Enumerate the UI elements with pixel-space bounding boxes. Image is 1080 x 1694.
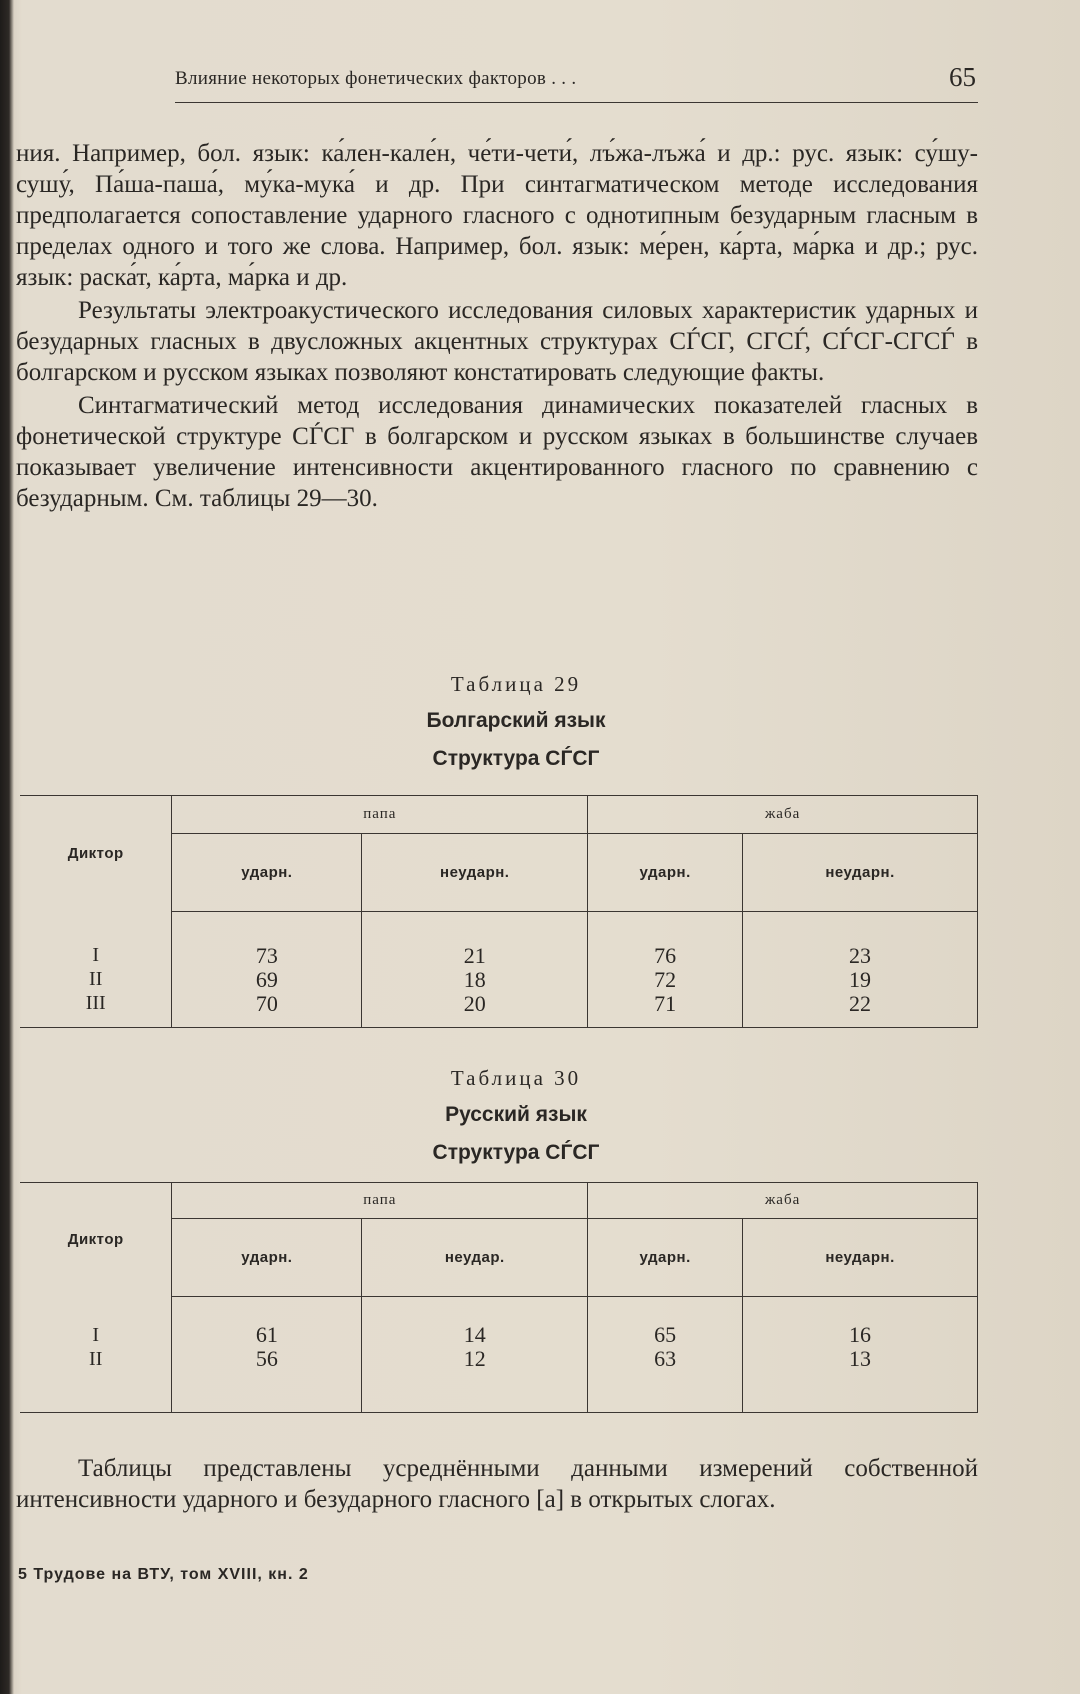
table30-speaker: II — [89, 1347, 103, 1370]
table30-sub3: ударн. — [588, 1219, 743, 1297]
table30 — [20, 1182, 978, 1413]
body-text-bottom — [16, 1453, 978, 1515]
table29-speakers-cell — [20, 912, 172, 1028]
table29-value: 19 — [849, 966, 872, 992]
table29-value: 20 — [463, 990, 486, 1016]
table29-sub2: неударн. — [362, 834, 588, 912]
table30-col2 — [362, 1297, 588, 1413]
binding-edge — [0, 0, 14, 1694]
table29-value: 21 — [463, 942, 486, 968]
table30-speaker: I — [92, 1323, 100, 1346]
table29-sub3: ударн. — [588, 834, 743, 912]
table29-caption — [16, 672, 1016, 771]
table30-value: 16 — [849, 1322, 872, 1347]
table29-sub4: неударн. — [743, 834, 978, 912]
table29-speaker-header: Диктор — [20, 796, 172, 912]
table30-sub1: ударн. — [172, 1219, 362, 1297]
table30-col3 — [588, 1297, 743, 1413]
table29-structure: Структура СЃСГ — [432, 747, 600, 770]
footer-signature: 5 Трудове на ВТУ, том XVIII, кн. 2 — [18, 1566, 309, 1583]
table29-value: 23 — [849, 942, 872, 968]
body-text-top — [16, 138, 978, 514]
table29-col2 — [362, 912, 588, 1028]
table29-label: Таблица 29 — [450, 672, 582, 696]
table30-caption — [16, 1066, 1016, 1165]
table30-value: 14 — [463, 1322, 486, 1347]
table30-word2: жаба — [588, 1183, 978, 1219]
paragraph-2: Результаты электроакустического исследования силовых характеристик ударных и безударных гласных в двусложных акцентных структурах СЃСГ, СГСЃ, СЃСГ-СГСЃ в болгарском и русском языках позволяют констатировать следующие факты. — [16, 297, 978, 386]
table29-speaker: I — [92, 944, 100, 967]
table30-col4 — [743, 1297, 978, 1413]
table29-word2: жаба — [588, 796, 978, 834]
table30-value: 56 — [255, 1346, 278, 1371]
table29-value: 69 — [255, 966, 278, 992]
table30-value: 61 — [255, 1322, 278, 1347]
paragraph-1: ния. Например, бол. язык: ка́лен-кале́н, че́ти-чети́, лъ́жа-лъжа́ и др.: рус. язык: су́шу-сушу́, Па́ша-паша́, му́ка-мука́ и др. При синтагматическом методе исследования предполагается сопоставление ударного гласного с однотипным безударным гласным в пределах одного и того же слова. Например, бол. язык: ме́рен, ка́рта, ма́рка и др.; рус. язык: раска́т, ка́рта, ма́рка и др. — [16, 140, 978, 291]
table29 — [20, 795, 978, 1028]
table29-sub1: ударн. — [172, 834, 362, 912]
table29-value: 18 — [463, 966, 486, 992]
paragraph-3: Синтагматический метод исследования динамических показателей гласных в фонетической структуре СЃСГ в болгарском и русском языках в большинстве случаев показывает увеличение интенсивности акцентированного гласного по сравнению с безударным. См. таблицы 29—30. — [16, 392, 978, 512]
table29-speaker: III — [85, 992, 106, 1015]
table29-speaker: II — [89, 968, 103, 991]
table30-value: 13 — [849, 1346, 872, 1371]
running-header — [175, 62, 978, 103]
header-title: Влияние некоторых фонетических факторов . . . — [175, 68, 577, 89]
table30-speakers-cell — [20, 1297, 172, 1413]
table30-col1 — [172, 1297, 362, 1413]
table30-value: 12 — [463, 1346, 486, 1371]
table29-language: Болгарский язык — [426, 709, 606, 732]
table29-word1: папа — [172, 796, 588, 834]
table29-value: 70 — [255, 990, 278, 1016]
conclusion-paragraph: Таблицы представлены усреднёнными данными измерений собственной интенсивности ударного и безударного гласного [а] в открытых слогах. — [16, 1455, 978, 1513]
table30-label: Таблица 30 — [450, 1066, 582, 1090]
table29-value: 73 — [255, 942, 278, 968]
table30-value: 65 — [654, 1322, 677, 1347]
table30-value: 63 — [654, 1346, 677, 1371]
table29-col1 — [172, 912, 362, 1028]
table29-value: 22 — [849, 990, 872, 1016]
table30-sub2: неудар. — [362, 1219, 588, 1297]
table29-value: 76 — [654, 942, 677, 968]
table30-word1: папа — [172, 1183, 588, 1219]
page-number: 65 — [949, 62, 976, 92]
table30-structure: Структура СЃСГ — [432, 1141, 600, 1164]
table29-col4 — [743, 912, 978, 1028]
table30-language: Русский язык — [445, 1103, 587, 1126]
table29-col3 — [588, 912, 743, 1028]
table30-sub4: неударн. — [743, 1219, 978, 1297]
table29-value: 72 — [654, 966, 677, 992]
table30-speaker-header: Диктор — [20, 1183, 172, 1297]
table29-value: 71 — [654, 990, 677, 1016]
